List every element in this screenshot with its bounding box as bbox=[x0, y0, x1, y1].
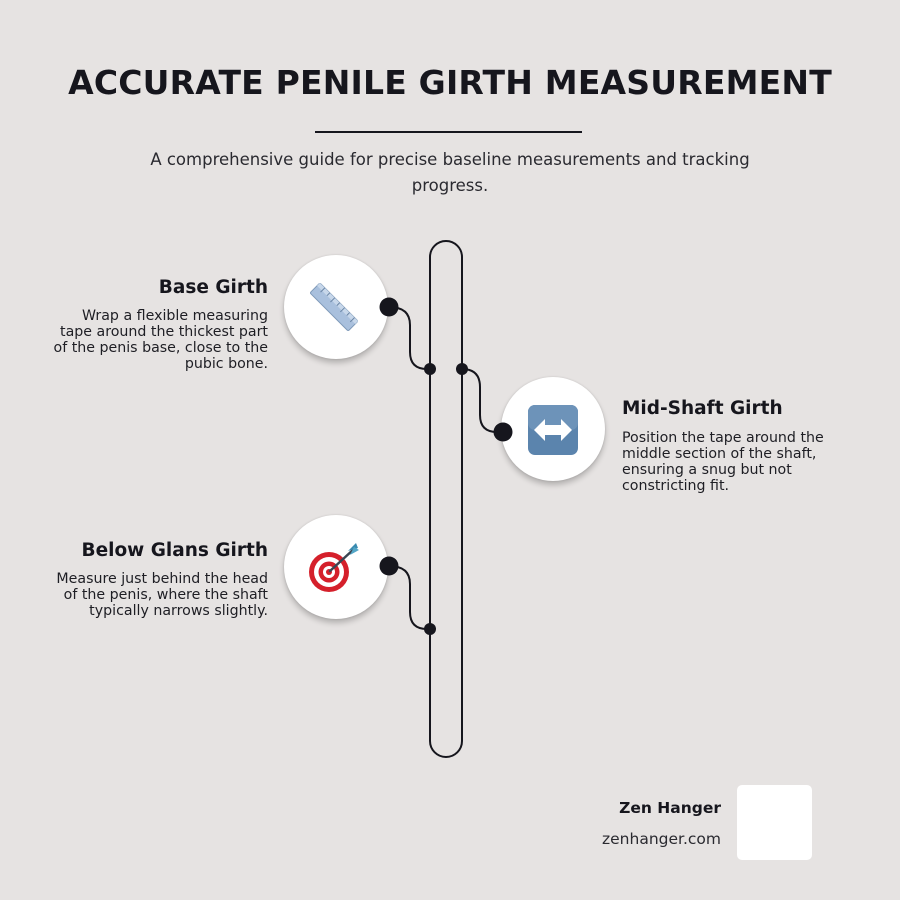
page-subtitle: A comprehensive guide for precise baseline measurements and tracking progress. bbox=[150, 150, 750, 195]
step-desc-glans: Measure just behind the head of the penis, where the shaft typically narrows slightly. bbox=[56, 571, 268, 619]
brand-logo bbox=[737, 785, 812, 860]
track-node-base bbox=[424, 363, 436, 375]
step-marker-glans bbox=[379, 556, 399, 576]
step-desc-mid: Position the tape around the middle section of the shaft, ensuring a snug but not constricting fit. bbox=[622, 430, 824, 494]
step-marker-base bbox=[379, 297, 399, 317]
target-icon bbox=[284, 515, 388, 619]
step-marker-mid bbox=[493, 422, 513, 442]
step-title-base: Base Girth bbox=[158, 277, 268, 298]
track-node-mid bbox=[456, 363, 468, 375]
step-icon-circle-mid bbox=[501, 377, 605, 481]
step-desc-base: Wrap a flexible measuring tape around the thickest part of the penis base, close to the pubic bone. bbox=[53, 308, 268, 372]
timeline-track bbox=[430, 241, 462, 757]
step-icon-circle-glans bbox=[284, 515, 388, 619]
page-title: ACCURATE PENILE GIRTH MEASUREMENT bbox=[68, 63, 832, 102]
ruler-icon bbox=[284, 255, 388, 359]
step-title-glans: Below Glans Girth bbox=[81, 540, 268, 561]
brand-url[interactable]: zenhanger.com bbox=[602, 830, 721, 848]
track-node-glans bbox=[424, 623, 436, 635]
step-icon-circle-base bbox=[284, 255, 388, 359]
left-right-arrow-icon bbox=[501, 377, 605, 481]
brand-name: Zen Hanger bbox=[619, 799, 721, 817]
step-title-mid: Mid-Shaft Girth bbox=[622, 398, 783, 419]
